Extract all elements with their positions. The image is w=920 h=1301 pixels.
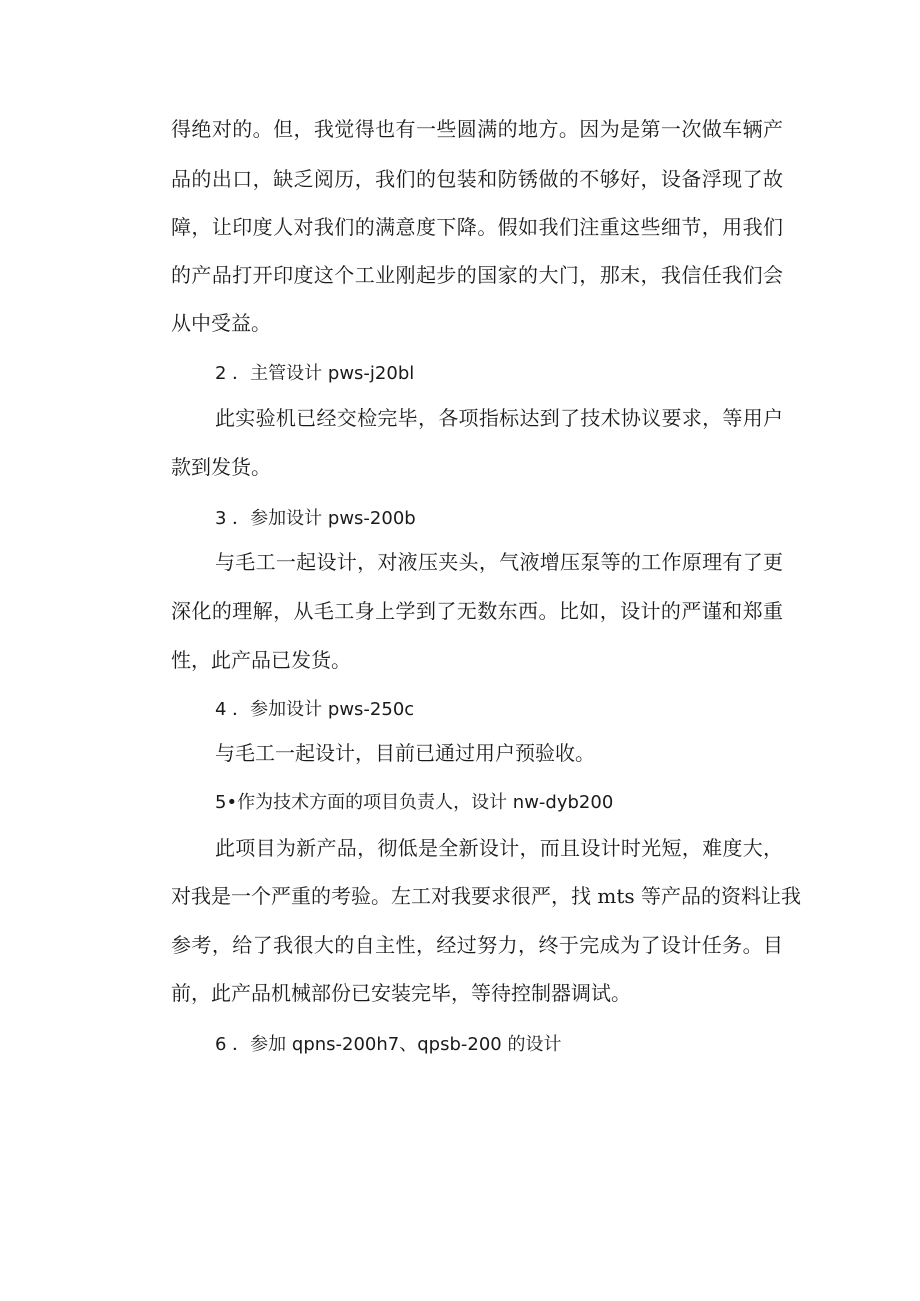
paragraph-line: 此实验机已经交检完毕，各项指标达到了技术协议要求，等用户 xyxy=(215,406,783,430)
paragraph-line: 性，此产品已发货。 xyxy=(171,648,351,672)
paragraph-line: 参考，给了我很大的自主性，经过努力，终于完成为了设计任务。目 xyxy=(171,933,783,957)
paragraph-line: 障，让印度人对我们的满意度下降。假如我们注重这些细节，用我们 xyxy=(171,215,783,239)
paragraph-line: 对我是一个严重的考验。左工对我要求很严，找 mts 等产品的资料让我 xyxy=(171,884,801,908)
paragraph-line: 此项目为新产品，彻低是全新设计，而且设计时光短，难度大， xyxy=(215,836,783,860)
paragraph-line: 得绝对的。但，我觉得也有一些圆满的地方。因为是第一次做车辆产 xyxy=(171,117,783,141)
section-heading: 5•作为技术方面的项目负责人，设计 nw-dyb200 xyxy=(215,792,614,813)
paragraph-line: 品的出口，缺乏阅历，我们的包装和防锈做的不够好，设备浮现了故 xyxy=(171,167,783,191)
paragraph-line: 前，此产品机械部份已安装完毕，等待控制器调试。 xyxy=(171,981,631,1005)
paragraph-line: 与毛工一起设计，对液压夹头，气液增压泵等的工作原理有了更 xyxy=(215,550,783,574)
paragraph-line: 从中受益。 xyxy=(171,311,271,335)
paragraph-line: 的产品打开印度这个工业刚起步的国家的大门，那末，我信任我们会 xyxy=(171,263,783,287)
paragraph-line: 与毛工一起设计，目前已通过用户预验收。 xyxy=(215,741,595,765)
section-heading: 6 ．参加 qpns-200h7、qpsb-200 的设计 xyxy=(215,1034,562,1055)
section-heading: 4 ．参加设计 pws-250c xyxy=(215,699,415,720)
section-heading: 2 ．主管设计 pws-j20bl xyxy=(215,363,415,384)
paragraph-line: 款到发货。 xyxy=(171,455,271,479)
section-heading: 3 ．参加设计 pws-200b xyxy=(215,508,416,529)
paragraph-line: 深化的理解，从毛工身上学到了无数东西。比如，设计的严谨和郑重 xyxy=(171,599,783,623)
